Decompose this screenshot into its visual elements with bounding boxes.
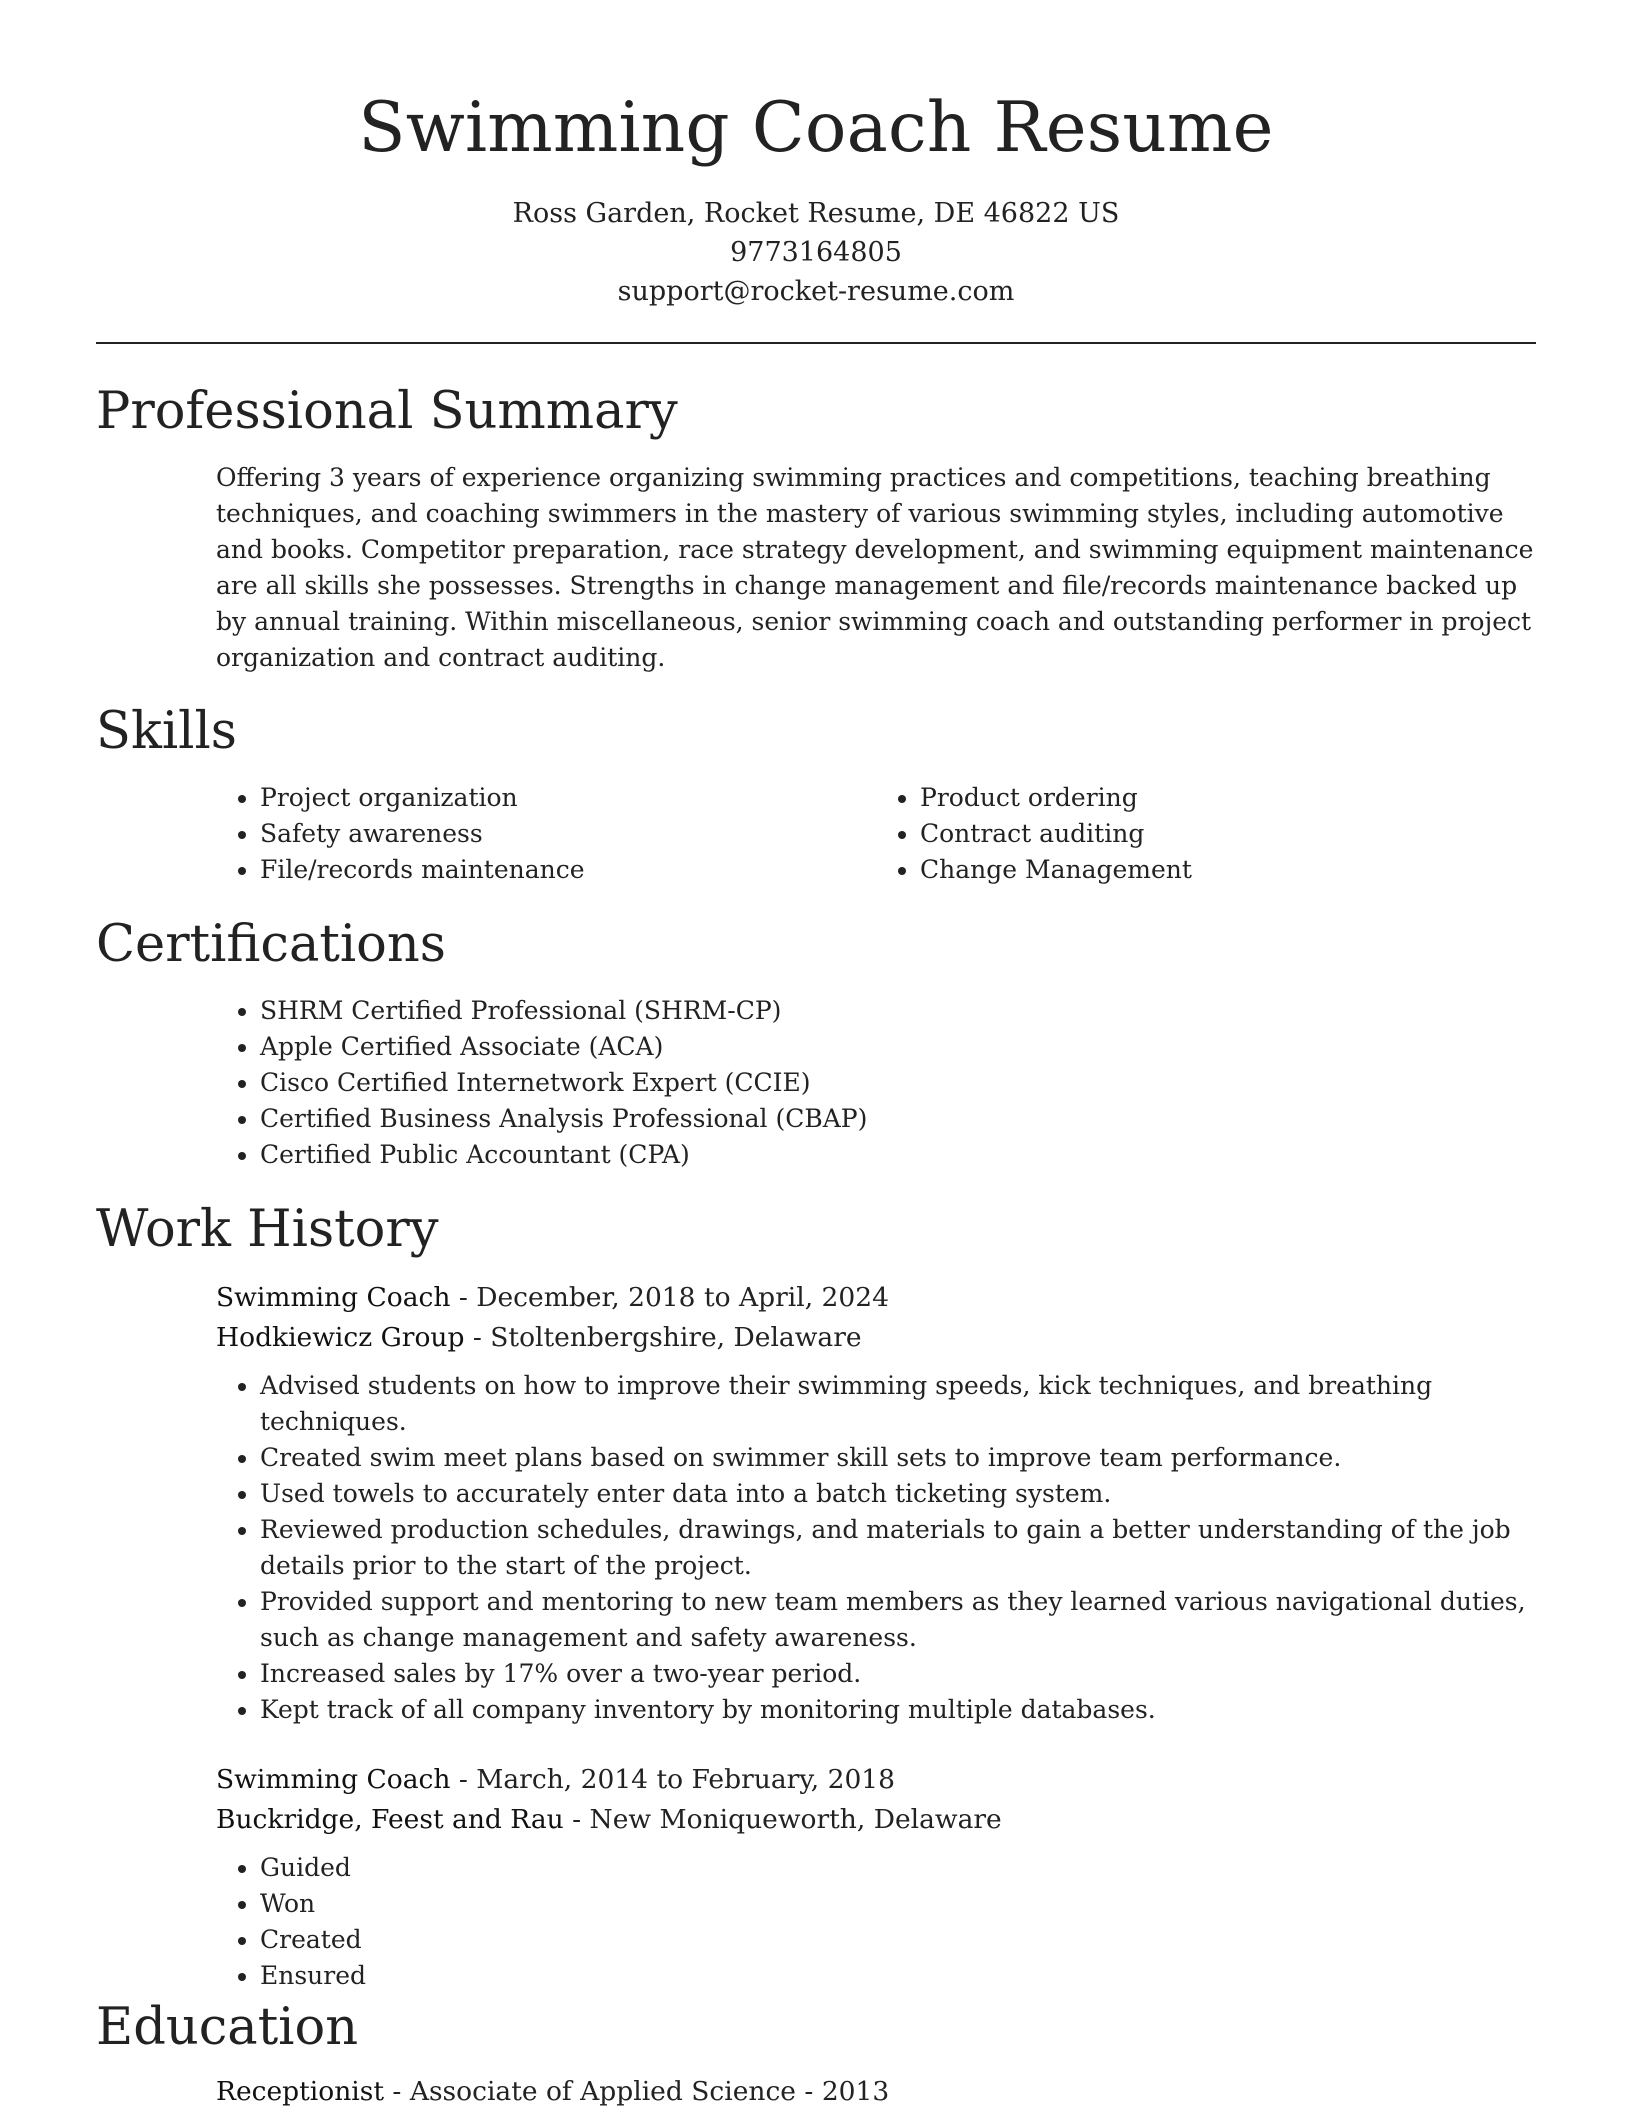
education-heading: Education [96, 1998, 359, 2057]
education-section [96, 1998, 1536, 2112]
email-text: support@rocket-resume.com [617, 276, 1015, 307]
summary-section [96, 382, 1536, 676]
list-item: • Ensured [260, 1958, 1536, 1994]
skills-list-left [216, 780, 876, 888]
job-bullets [216, 1368, 1536, 1728]
list-item: • Won [260, 1886, 1536, 1922]
resume-header [0, 0, 1632, 311]
job-entry [96, 1278, 1536, 1728]
list-item: • SHRM Certified Professional (SHRM-CP) [260, 993, 1536, 1029]
address-text: Ross Garden, Rocket Resume, DE 46822 US [512, 198, 1120, 229]
list-item: • Product ordering [920, 780, 1536, 816]
list-item: • Cisco Certified Internetwork Expert (CCIE) [260, 1065, 1536, 1101]
phone-text: 9773164805 [730, 237, 902, 268]
list-item: • Certified Public Accountant (CPA) [260, 1137, 1536, 1173]
list-item: • Apple Certified Associate (ACA) [260, 1029, 1536, 1065]
job-company-line [216, 1800, 1536, 1840]
header-divider [96, 342, 1536, 344]
certifications-heading: Certifications [96, 915, 446, 974]
separator: - [464, 1322, 491, 1353]
list-item: • Change Management [920, 852, 1536, 888]
job-title-line [216, 1278, 1536, 1318]
list-item: • Advised students on how to improve their swimming speeds, kick techniques, and breathing techniques. [260, 1368, 1536, 1440]
job-location: New Moniqueworth, Delaware [589, 1804, 1002, 1835]
certifications-section [96, 915, 1536, 1173]
list-item: • File/records maintenance [260, 852, 876, 888]
list-item: • Provided support and mentoring to new team members as they learned various navigational duties, such as change management and safety awareness. [260, 1584, 1536, 1656]
education-year: 2013 [821, 2076, 890, 2107]
job-company-line [216, 1318, 1536, 1358]
contact-block [0, 194, 1632, 311]
list-item: • Increased sales by 17% over a two-year period. [260, 1656, 1536, 1692]
separator: - [563, 1804, 590, 1835]
summary-text: Offering 3 years of experience organizing swimming practices and competitions, teaching breathing techniques, and coaching swimmers in the mastery of various swimming styles, including automotive and books. Competitor preparation, race strategy development, and swimming equipment maintenance are all skills she possesses. Strengths in change management and file/records maintenance backed up by annual training. Within miscellaneous, senior swimming coach and outstanding performer in project organization and contract auditing. [216, 463, 1534, 672]
job-company: Hodkiewicz Group [216, 1322, 465, 1353]
resume-title: Swimming Coach Resume [358, 88, 1274, 168]
education-field: Receptionist [216, 2076, 384, 2107]
certifications-list [216, 993, 1536, 1173]
list-item: • Kept track of all company inventory by monitoring multiple databases. [260, 1692, 1536, 1728]
skills-grid [216, 780, 1536, 888]
job-company: Buckridge, Feest and Rau [216, 1804, 564, 1835]
list-item: • Created [260, 1922, 1536, 1958]
list-item: • Guided [260, 1850, 1536, 1886]
skills-list-right [876, 780, 1536, 888]
job-location: Stoltenbergshire, Delaware [490, 1322, 862, 1353]
list-item: • Certified Business Analysis Professional (CBAP) [260, 1101, 1536, 1137]
job-title: Swimming Coach [216, 1764, 451, 1795]
work-heading: Work History [96, 1200, 439, 1259]
job-dates: March, 2014 to February, 2018 [476, 1764, 896, 1795]
job-dates: December, 2018 to April, 2024 [476, 1282, 889, 1313]
list-item: • Contract auditing [920, 816, 1536, 852]
list-item: • Used towels to accurately enter data into a batch ticketing system. [260, 1476, 1536, 1512]
job-entry [96, 1760, 1536, 1994]
list-item: • Safety awareness [260, 816, 876, 852]
education-degree: Associate of Applied Science [409, 2076, 796, 2107]
summary-heading: Professional Summary [96, 382, 678, 441]
separator: - [450, 1282, 477, 1313]
skills-heading: Skills [96, 702, 237, 761]
list-item: • Created swim meet plans based on swimmer skill sets to improve team performance. [260, 1440, 1536, 1476]
list-item: • Project organization [260, 780, 876, 816]
job-title: Swimming Coach [216, 1282, 451, 1313]
job-bullets [216, 1850, 1536, 1994]
list-item: • Reviewed production schedules, drawings, and materials to gain a better understanding of the job details prior to the start of the project. [260, 1512, 1536, 1584]
separator: - [384, 2076, 410, 2107]
separator: - [450, 1764, 477, 1795]
separator: - [796, 2076, 822, 2107]
education-entry [216, 2072, 1536, 2112]
job-title-line [216, 1760, 1536, 1800]
work-section [96, 1200, 1536, 1994]
skills-section [96, 702, 1536, 888]
